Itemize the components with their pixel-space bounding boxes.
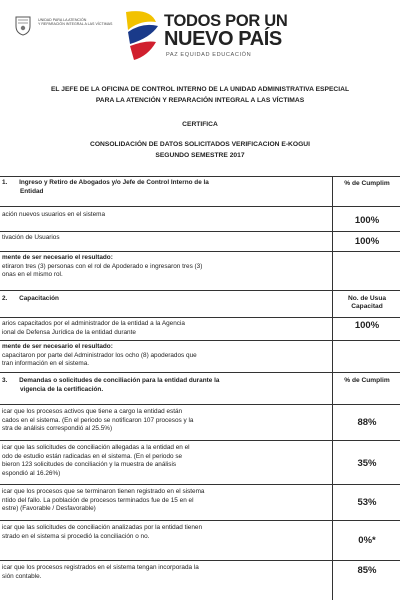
logo-line-2: NUEVO PAÍS	[164, 28, 282, 50]
table-row	[0, 318, 400, 341]
column-header: Capacitad	[351, 303, 383, 310]
colombia-flag-swoosh-icon	[120, 8, 162, 64]
unit-name	[38, 18, 118, 27]
row-line: sión contable.	[2, 572, 42, 580]
note-heading: mente de ser necesario el resultado:	[2, 343, 113, 350]
row-line: bieron 123 solicitudes de conciliación y la muestra de análisis	[2, 461, 177, 469]
section-1-header	[0, 177, 400, 207]
row-line: stra de análisis correspondió al 25.5%)	[2, 425, 113, 433]
certifica-heading: CERTIFICA	[182, 121, 218, 128]
logo-line-1: TODOS POR UN	[164, 12, 288, 30]
row-line: odo de estudio están radicadas en el sistema. (En el periodo se	[2, 452, 183, 460]
letterhead	[0, 0, 400, 78]
note-heading: mente de ser necesario el resultado:	[2, 254, 113, 261]
row-line: icar que los procesos registrados en el sistema tengan incorporada la	[2, 564, 199, 571]
row-line: espondió al 16.26%)	[2, 469, 61, 477]
section-number: 1.	[2, 179, 8, 186]
row-line: strado en el sistema si procedió la conciliación o no.	[2, 532, 150, 540]
row-line: icar que los procesos que se terminaron tienen registrado en el sistema	[2, 488, 205, 495]
row-value: 100%	[354, 320, 380, 331]
row-line: icar que los procesos activos que tiene a cargo la entidad están	[2, 408, 183, 415]
doc-subtitle-line-2: SEGUNDO SEMESTRE 2017	[155, 152, 245, 159]
unit-line: UNIDAD PARA LA ATENCIÓN	[38, 18, 87, 22]
note-line: capacitaron por parte del Administrador los ocho (8) apoderados que	[2, 351, 197, 359]
section-title-cont: Entidad	[20, 187, 44, 195]
doc-title-line-2: PARA LA ATENCIÓN Y REPARACIÓN INTEGRAL A LAS VÍCTIMAS	[95, 97, 305, 104]
note-line: tran información en el sistema.	[2, 360, 90, 368]
row-value: 100%	[354, 215, 380, 226]
doc-subtitle-line-1: CONSOLIDACIÓN DE DATOS SOLICITADOS VERIFICACION E-KOGUI	[90, 141, 310, 148]
section-2-header	[0, 291, 400, 318]
unit-line: Y REPARACIÓN INTEGRAL A LAS VÍCTIMAS	[38, 22, 113, 27]
row-line: icar que las solicitudes de conciliación analizadas por la entidad tienen	[2, 524, 203, 531]
table-row	[0, 405, 400, 441]
column-header: No. de Usua	[347, 295, 387, 302]
row-value: 85%	[357, 565, 377, 576]
section-title: Demandas o solicitudes de conciliación para la entidad durante la	[19, 377, 220, 384]
section-1-note	[0, 252, 400, 291]
section-3-header	[0, 373, 400, 405]
row-label: ación nuevos usuarios en el sistema	[2, 211, 106, 218]
todos-por-un-nuevo-pais-logo	[118, 6, 348, 72]
table-row	[0, 485, 400, 521]
column-header: % de Cumplim	[344, 180, 390, 187]
table-row	[0, 207, 400, 232]
verification-table	[0, 176, 400, 600]
row-label-cont: ional de Defensa Jurídica de la entidad durante	[2, 328, 136, 336]
row-line: estre) (Favorable / Desfavorable)	[2, 505, 96, 513]
row-value: 0%*	[358, 535, 376, 546]
row-line: icar que las solicitudes de conciliación allegadas a la entidad en el	[2, 444, 190, 451]
table-row	[0, 521, 400, 561]
section-title-cont: vigencia de la certificación.	[20, 385, 104, 393]
row-line: ntido del fallo. La población de procesos terminados fue de 15 en el	[2, 496, 194, 504]
coat-of-arms-icon	[14, 14, 32, 36]
section-number: 2.	[2, 295, 8, 302]
row-value: 88%	[357, 417, 377, 428]
doc-title-line-1: EL JEFE DE LA OFICINA DE CONTROL INTERNO DE LA UNIDAD ADMINISTRATIVA ESPECIAL	[50, 86, 350, 93]
section-title: Capacitación	[19, 295, 59, 302]
note-line: etiraron tres (3) personas con el rol de Apoderado e ingresaron tres (3)	[2, 262, 203, 270]
row-label: arios capacitados por el administrador de la entidad a la Agencia	[2, 320, 185, 327]
section-number: 3.	[2, 377, 8, 384]
table-row	[0, 441, 400, 485]
logo-tagline: PAZ EQUIDAD EDUCACIÓN	[166, 52, 252, 58]
row-value: 53%	[357, 497, 377, 508]
section-2-note	[0, 341, 400, 373]
section-title: Ingreso y Retiro de Abogados y/o Jefe de Control Interno de la	[19, 179, 209, 186]
note-line: onas en el mismo rol.	[2, 271, 63, 279]
row-line: cados en el sistema. (En el periodo se notificaron 107 procesos y la	[2, 416, 194, 424]
row-value: 35%	[357, 458, 377, 469]
row-label: tivación de Usuarios	[2, 234, 60, 241]
column-header: % de Cumplim	[344, 377, 390, 384]
table-row	[0, 232, 400, 252]
row-value: 100%	[354, 236, 380, 247]
table-row	[0, 561, 400, 600]
